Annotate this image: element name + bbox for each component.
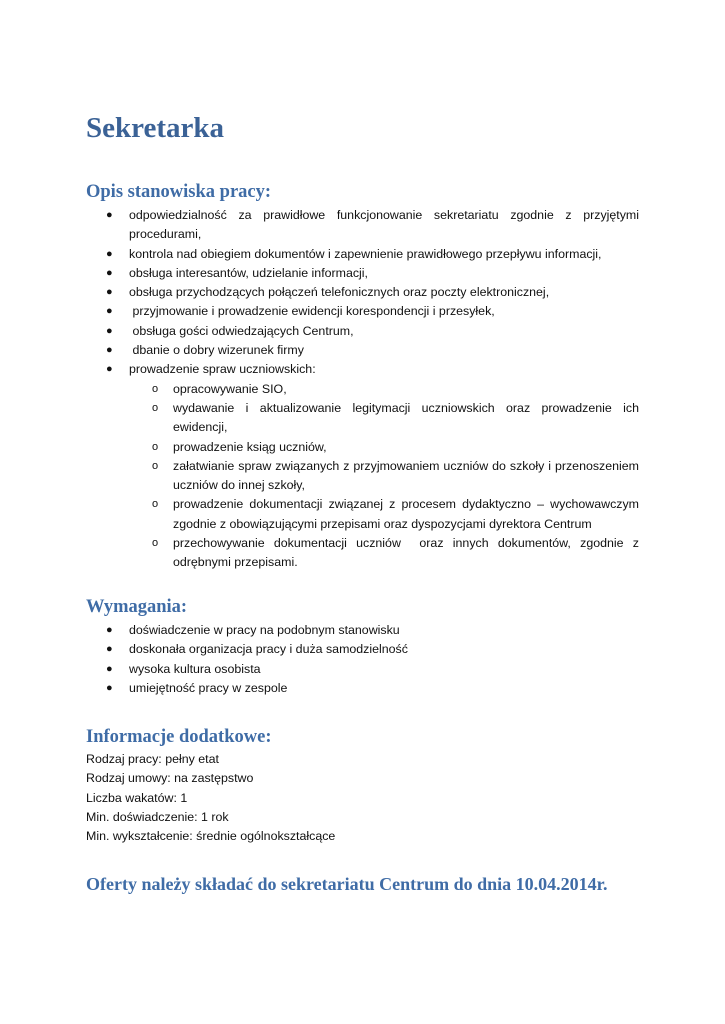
list-item (0, 206, 639, 245)
list-item-text: kontrola nad obiegiem dokumentów i zapewnienie prawidłowego przepływu informacji, (129, 246, 602, 261)
list-item (0, 679, 639, 698)
sub-list-item-text: prowadzenie dokumentacji związanej z procesem dydaktyczno – wychowawczym zgodnie z obowiązującymi przepisami oraz dyspozycjami dyrektora Centrum (173, 497, 639, 531)
sub-list-item-text: załatwianie spraw związanych z przyjmowaniem uczniów do szkoły i przenoszeniem uczniów do innej szkoły, (173, 458, 639, 493)
bullet-icon: ● (106, 681, 113, 694)
bullet-icon: ● (106, 209, 113, 221)
list-item (0, 322, 639, 341)
page-title: Sekretarka (86, 112, 225, 144)
list-item-text: doświadczenie w pracy na podobnym stanowisku (129, 623, 400, 637)
sub-list-item-text: prowadzenie ksiąg uczniów, (173, 439, 327, 454)
duties-list (0, 206, 643, 573)
info-heading: Informacje dodatkowe: (86, 727, 272, 747)
circle-bullet-icon: o (152, 382, 159, 395)
list-item (0, 245, 639, 264)
list-item-text: doskonała organizacja pracy i duża samodzielność (129, 642, 408, 657)
list-item (0, 264, 639, 283)
sub-list-item (0, 534, 643, 573)
sub-list-item (0, 380, 639, 399)
list-item-text: dbanie o dobry wizerunek firmy (129, 343, 304, 358)
info-line: Min. wykształcenie: średnie ogólnokształcące (86, 829, 336, 844)
requirements-list (0, 621, 639, 698)
requirements-heading: Wymagania: (86, 597, 188, 617)
bullet-icon: ● (106, 305, 113, 318)
bullet-icon: ● (106, 247, 113, 260)
bullet-icon: ● (106, 324, 113, 337)
sub-list-item (0, 399, 639, 438)
bullet-icon: ● (106, 662, 113, 675)
list-item-text: prowadzenie spraw uczniowskich: (129, 362, 316, 377)
list-item (0, 621, 639, 640)
sub-list-item (0, 438, 639, 457)
info-line: Rodzaj umowy: na zastępstwo (86, 771, 254, 786)
info-line: Liczba wakatów: 1 (86, 790, 188, 805)
bullet-icon: ● (106, 624, 113, 636)
list-item (0, 283, 639, 302)
bullet-icon: ● (106, 643, 113, 656)
list-item-text: odpowiedzialność za prawidłowe funkcjonowanie sekretariatu zgodnie z przyjętymi procedurami, (129, 208, 639, 242)
bullet-icon: ● (106, 363, 113, 376)
list-item-text: obsługa interesantów, udzielanie informacji, (129, 265, 369, 280)
circle-bullet-icon: o (152, 401, 159, 414)
circle-bullet-icon: o (152, 498, 159, 511)
sub-list-item (0, 495, 639, 534)
list-item-text: obsługa przychodzących połączeń telefonicznych oraz poczty elektronicznej, (129, 285, 550, 300)
sub-list-item-text: przechowywanie dokumentacji uczniów oraz innych dokumentów, zgodnie z odrębnymi przepisami. (173, 536, 643, 570)
duties-heading: Opis stanowiska pracy: (86, 182, 272, 202)
list-item-text: wysoka kultura osobista (129, 661, 261, 676)
offer-deadline: Oferty należy składać do sekretariatu Centrum do dnia 10.04.2014r. (86, 874, 608, 894)
info-line: Min. doświadczenie: 1 rok (86, 809, 229, 824)
list-item (0, 360, 639, 379)
sub-list-item (0, 457, 639, 496)
sub-list-item-text: wydawanie i aktualizowanie legitymacji uczniowskich oraz prowadzenie ich ewidencji, (173, 400, 639, 435)
circle-bullet-icon: o (152, 440, 159, 453)
bullet-icon: ● (106, 286, 113, 299)
list-item-text: umiejętność pracy w zespole (129, 680, 288, 695)
bullet-icon: ● (106, 266, 113, 279)
bullet-icon: ● (106, 344, 113, 357)
list-item (0, 640, 639, 659)
list-item-text: obsługa gości odwiedzających Centrum, (129, 323, 354, 338)
list-item (0, 302, 639, 321)
circle-bullet-icon: o (152, 459, 159, 472)
sub-list-item-text: opracowywanie SIO, (173, 381, 287, 396)
list-item-text: przyjmowanie i prowadzenie ewidencji korespondencji i przesyłek, (129, 304, 495, 319)
list-item (0, 660, 639, 679)
info-details (86, 750, 335, 846)
list-item (0, 341, 639, 360)
circle-bullet-icon: o (152, 537, 159, 550)
info-line: Rodzaj pracy: pełny etat (86, 752, 219, 766)
